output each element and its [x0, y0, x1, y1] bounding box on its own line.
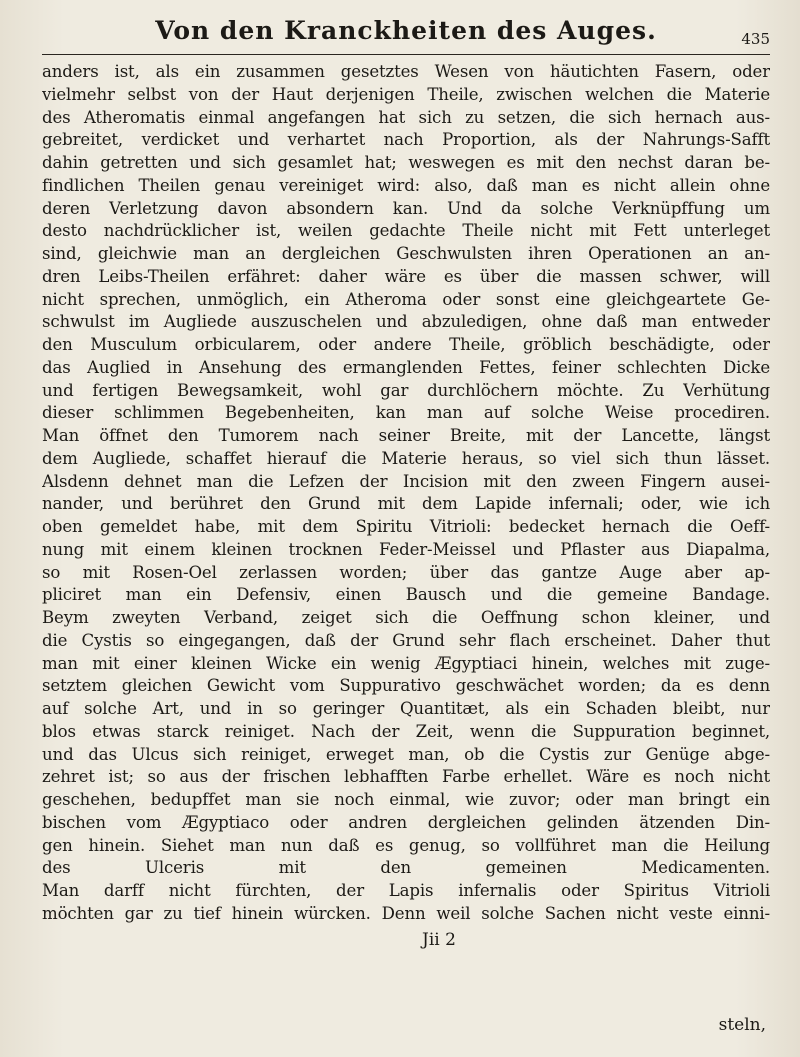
catchword: steln, — [718, 1015, 766, 1035]
text-line: blos etwas starck reiniget. Nach der Zeit, wenn die Suppuration beginnet, — [42, 721, 770, 741]
text-line: nung mit einem kleinen trocknen Feder-Meissel und Pflaster aus Diapalma, — [42, 539, 770, 559]
running-title: Von den Kranckheiten des Auges. — [155, 16, 657, 45]
text-line: auf solche Art, und in so geringer Quantitæt, als ein Schaden bleibt, nur — [42, 699, 770, 718]
text-line: pliciret man ein Defensiv, einen Bausch und die gemeine Bandage. — [42, 585, 770, 605]
text-line: möchten gar zu tief hinein würcken. Denn weil solche Sachen nicht veste einni- — [42, 903, 770, 923]
text-line: desto nachdrücklicher ist, weilen gedachte Theile nicht mit Fett unterleget — [42, 221, 770, 241]
text-line: dieser schlimmen Begebenheiten, kan man auf solche Weise procediren. — [42, 403, 770, 423]
signature-mark: Jii 2 — [422, 929, 456, 950]
text-line: oben gemeldet habe, mit dem Spiritu Vitrioli: bedecket hernach die Oeff- — [42, 517, 770, 536]
body-text — [42, 61, 770, 926]
text-line: dren Leibs-Theilen erfähret: daher wäre es über die massen schwer, will — [42, 266, 770, 286]
text-line: Alsdenn dehnet man die Lefzen der Incision mit den zween Fingern ausei- — [42, 471, 770, 491]
text-line: deren Verletzung davon absondern kan. Und da solche Verknüpffung um — [42, 198, 770, 218]
page-header — [42, 14, 770, 55]
text-line: den Musculum orbicularem, oder andere Theile, gröblich beschädigte, oder — [42, 335, 770, 354]
text-line: gen hinein. Siehet man nun daß es genug, so vollführet man die Heilung — [42, 835, 770, 855]
text-line: des Atheromatis einmal angefangen hat sich zu setzen, die sich hernach aus- — [42, 107, 770, 127]
text-line: gebreitet, verdicket und verhartet nach Proportion, als der Nahrungs-Safft — [42, 130, 770, 150]
text-line: man mit einer kleinen Wicke ein wenig Ægyptiaci hinein, welches mit zuge- — [42, 653, 770, 673]
text-line: Beym zweyten Verband, zeiget sich die Oeffnung schon kleiner, und — [42, 608, 770, 627]
text-line: schwulst im Augliede auszuschelen und abzuledigen, ohne daß man entweder — [42, 312, 770, 332]
text-line: setztem gleichen Gewicht vom Suppurativo geschwächet worden; da es denn — [42, 676, 770, 696]
text-line: dahin getretten und sich gesamlet hat; weswegen es mit den nechst daran be- — [42, 153, 770, 172]
text-line: bischen vom Ægyptiaco oder andren dergleichen gelinden ätzenden Din- — [42, 812, 770, 832]
text-line: geschehen, bedupffet man sie noch einmal, wie zuvor; oder man bringt ein — [42, 790, 770, 809]
text-line: das Auglied in Ansehung des ermanglenden Fettes, feiner schlechten Dicke — [42, 357, 770, 377]
text-line: so mit Rosen-Oel zerlassen worden; über das gantze Auge aber ap- — [42, 562, 770, 582]
text-line: und das Ulcus sich reiniget, erweget man, ob die Cystis zur Genüge abge- — [42, 744, 770, 764]
text-line: dem Augliede, schaffet hierauf die Materie heraus, so viel sich thun lässet. — [42, 448, 770, 468]
text-line: und fertigen Bewegsamkeit, wohl gar durchlöchern möchte. Zu Verhütung — [42, 380, 770, 400]
text-line: Man darff nicht fürchten, der Lapis infernalis oder Spiritus Vitrioli — [42, 881, 770, 900]
text-line: sind, gleichwie man an dergleichen Geschwulsten ihren Operationen an an- — [42, 244, 770, 263]
text-line: findlichen Theilen genau vereiniget wird: also, daß man es nicht allein ohne — [42, 175, 770, 195]
text-line: die Cystis so eingegangen, daß der Grund sehr flach erscheinet. Daher thut — [42, 630, 770, 650]
text-line: des Ulceris mit den gemeinen Medicamenten. — [42, 858, 770, 878]
text-line: zehret ist; so aus der frischen lebhafften Farbe erhellet. Wäre es noch nicht — [42, 767, 770, 787]
text-line: Man öffnet den Tumorem nach seiner Breite, mit der Lancette, längst — [42, 426, 770, 445]
page-number: 435 — [741, 30, 770, 48]
text-line: nicht sprechen, unmöglich, ein Atheroma oder sonst eine gleichgeartete Ge- — [42, 289, 770, 309]
text-line: vielmehr selbst von der Haut derjenigen Theile, zwischen welchen die Materie — [42, 84, 770, 104]
text-line: anders ist, als ein zusammen gesetztes Wesen von häutichten Fasern, oder — [42, 62, 770, 81]
text-line: nander, und berühret den Grund mit dem Lapide infernali; oder, wie ich — [42, 494, 770, 514]
